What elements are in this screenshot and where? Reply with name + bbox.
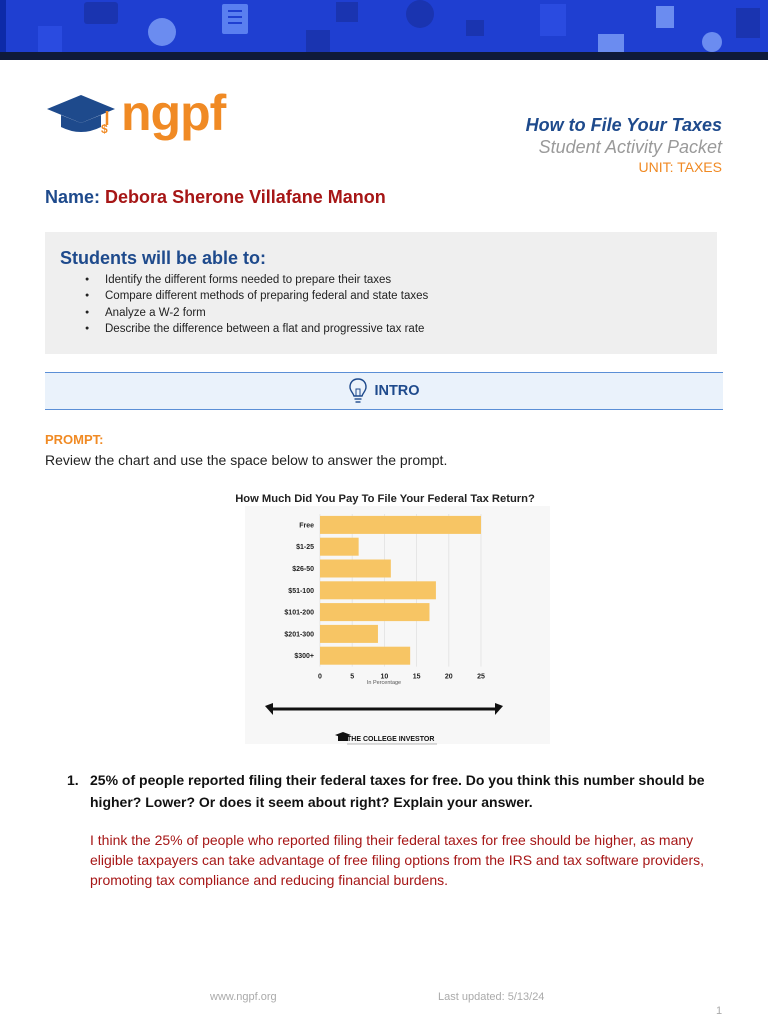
student-answer: I think the 25% of people who reported filing their federal taxes for free should be higher, as many eligible taxpayers can take advantage of free filing options from the IRS and tax software providers, promoting tax compliance and reducing financial burdens. bbox=[90, 832, 705, 888]
category-label: $26-50 bbox=[292, 566, 314, 573]
objective-item: ● Describe the difference between a flat and progressive tax rate bbox=[85, 321, 428, 337]
category-label: $300+ bbox=[294, 653, 314, 661]
tax-filing-cost-chart bbox=[215, 486, 555, 748]
unit-label: UNIT: TAXES bbox=[638, 159, 722, 175]
chart-title: How Much Did You Pay To File Your Federal Tax Return? bbox=[235, 493, 535, 505]
name-label: Name: bbox=[45, 187, 101, 207]
chart-canvas bbox=[215, 486, 555, 748]
intro-label: INTRO bbox=[374, 383, 420, 399]
x-tick-label: 0 bbox=[318, 673, 322, 681]
category-label: $1-25 bbox=[296, 544, 314, 552]
x-tick-label: 10 bbox=[380, 673, 389, 681]
logo-wordmark: ngpf bbox=[121, 85, 226, 141]
category-label: $101-200 bbox=[284, 609, 314, 617]
category-label: $201-300 bbox=[284, 631, 314, 639]
document-title-block bbox=[526, 114, 722, 176]
prompt-text: Review the chart and use the space below to answer the prompt. bbox=[45, 452, 448, 468]
graduation-cap-icon bbox=[45, 91, 117, 135]
document-subtitle: Student Activity Packet bbox=[538, 137, 722, 157]
bar-4 bbox=[320, 603, 429, 621]
objective-item: ● Analyze a W-2 form bbox=[85, 305, 428, 321]
chart-source-label: THE COLLEGE INVESTOR bbox=[347, 736, 435, 743]
x-tick-label: 15 bbox=[412, 673, 421, 681]
bar-0 bbox=[320, 516, 481, 534]
prompt-heading: PROMPT: bbox=[45, 432, 104, 447]
name-value: Debora Sherone Villafane Manon bbox=[105, 187, 386, 207]
objective-item: ● Identify the different forms needed to prepare their taxes bbox=[85, 272, 428, 288]
objectives-title: Students will be able to: bbox=[60, 248, 267, 268]
chart-x-axis-label: In Percentage bbox=[366, 680, 402, 686]
page-number: 1 bbox=[716, 1005, 723, 1017]
bar-1 bbox=[320, 538, 359, 556]
footer-last-updated: Last updated: 5/13/24 bbox=[438, 991, 545, 1003]
student-name-line bbox=[45, 187, 386, 208]
svg-text:$: $ bbox=[101, 122, 108, 135]
question-1 bbox=[67, 769, 727, 813]
bar-5 bbox=[320, 625, 378, 643]
document-title: How to File Your Taxes bbox=[525, 115, 722, 135]
lightbulb-icon bbox=[348, 377, 368, 405]
header-banner bbox=[0, 0, 768, 60]
ngpf-logo bbox=[45, 85, 226, 141]
footer-url: www.ngpf.org bbox=[210, 991, 277, 1003]
x-tick-label: 5 bbox=[350, 673, 355, 681]
question-text: 25% of people reported filing their federal taxes for free. Do you think this number should be higher? Lower? Or does it seem about right? Explain your answer. bbox=[90, 772, 705, 810]
question-number: 1. bbox=[67, 772, 79, 788]
intro-section-header bbox=[45, 372, 723, 410]
bar-6 bbox=[320, 647, 410, 665]
objectives-box bbox=[45, 232, 717, 354]
x-tick-label: 20 bbox=[444, 673, 453, 681]
x-tick-label: 25 bbox=[477, 673, 485, 681]
objective-item: ● Compare different methods of preparing federal and state taxes bbox=[85, 288, 428, 304]
category-label: Free bbox=[299, 522, 314, 530]
bar-3 bbox=[320, 581, 436, 599]
objectives-list bbox=[85, 272, 428, 337]
bar-2 bbox=[320, 560, 391, 578]
category-label: $51-100 bbox=[288, 587, 314, 595]
